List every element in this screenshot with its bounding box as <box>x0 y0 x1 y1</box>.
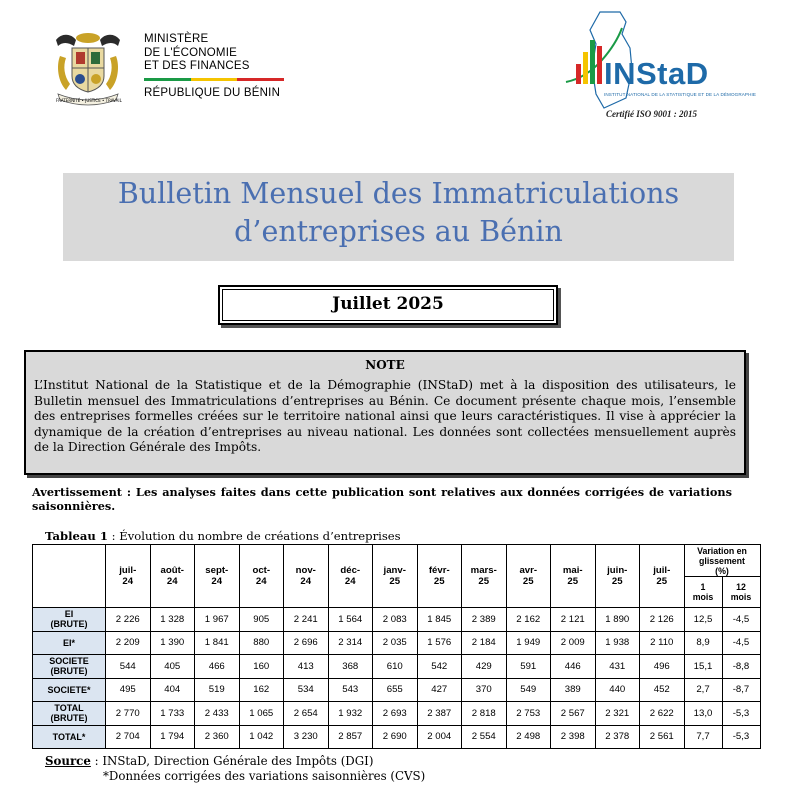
month-header: mai- 25 <box>551 545 596 608</box>
ministry-line-2: DE L'ÉCONOMIE <box>144 46 237 59</box>
table-cell: 591 <box>506 655 551 679</box>
table-cell: 496 <box>640 655 685 679</box>
table-cell: 1 794 <box>150 725 195 749</box>
bulletin-title-box <box>63 173 734 261</box>
table-cell: 404 <box>150 678 195 702</box>
flag-stripe <box>144 78 284 81</box>
table-row <box>33 608 761 632</box>
table-cell: 2 110 <box>640 631 685 655</box>
row-label: SOCIETE* <box>33 678 106 702</box>
table-cell: 2 321 <box>595 702 640 726</box>
table-cell: 446 <box>551 655 596 679</box>
month-header: nov- 24 <box>284 545 329 608</box>
month-label: Juillet 2025 <box>222 289 554 321</box>
month-header: mars- 25 <box>462 545 507 608</box>
table-cell: 466 <box>195 655 240 679</box>
table-cell: 160 <box>239 655 284 679</box>
emblem-motto: FRATERNITÉ • JUSTICE • TRAVAIL <box>56 98 122 103</box>
bulletin-title-line-2: d’entreprises au Bénin <box>234 215 563 248</box>
table-cell: 2 314 <box>328 631 373 655</box>
table-cell: 610 <box>373 655 418 679</box>
table-row <box>33 678 761 702</box>
table-cell: 2 226 <box>106 608 151 632</box>
table-cell: 1 841 <box>195 631 240 655</box>
variation-1-month-cell: 2,7 <box>684 678 722 702</box>
table-cell: 452 <box>640 678 685 702</box>
table-cell: 1 949 <box>506 631 551 655</box>
row-label: TOTAL (BRUTE) <box>33 702 106 726</box>
table-cell: 370 <box>462 678 507 702</box>
table-cell: 1 576 <box>417 631 462 655</box>
table-cell: 2 241 <box>284 608 329 632</box>
table-cell: 1 890 <box>595 608 640 632</box>
flag-yellow-segment <box>191 78 238 81</box>
variation-1-month-cell: 15,1 <box>684 655 722 679</box>
table-cell: 2 770 <box>106 702 151 726</box>
month-box <box>218 285 558 325</box>
table-cell: 431 <box>595 655 640 679</box>
table-cell: 1 065 <box>239 702 284 726</box>
variation-1-month-header: 1 mois <box>684 577 722 608</box>
ministry-line-1: MINISTÈRE <box>144 33 209 45</box>
table-cell: 1 733 <box>150 702 195 726</box>
iso-certification: Certifié ISO 9001 : 2015 <box>606 109 697 119</box>
table-cell: 2 433 <box>195 702 240 726</box>
variation-12-months-header: 12 mois <box>722 577 760 608</box>
variation-1-month-cell: 12,5 <box>684 608 722 632</box>
table-cell: 1 967 <box>195 608 240 632</box>
table-caption-label: Tableau 1 <box>45 529 108 543</box>
variation-12-months-cell: -4,5 <box>722 608 760 632</box>
table-cell: 405 <box>150 655 195 679</box>
table-row <box>33 702 761 726</box>
table-cell: 542 <box>417 655 462 679</box>
table-row <box>33 631 761 655</box>
table-cell: 543 <box>328 678 373 702</box>
table-cell: 2 693 <box>373 702 418 726</box>
source-label: Source <box>45 754 91 768</box>
table-cell: 1 328 <box>150 608 195 632</box>
table-cell: 655 <box>373 678 418 702</box>
month-header: sept- 24 <box>195 545 240 608</box>
table-cell: 2 690 <box>373 725 418 749</box>
month-header: avr- 25 <box>506 545 551 608</box>
table-cell: 2 004 <box>417 725 462 749</box>
table-cell: 2 035 <box>373 631 418 655</box>
table-cell: 413 <box>284 655 329 679</box>
table-cell: 162 <box>239 678 284 702</box>
row-label: EI (BRUTE) <box>33 608 106 632</box>
variation-1-month-cell: 13,0 <box>684 702 722 726</box>
row-label: SOCIETE (BRUTE) <box>33 655 106 679</box>
variation-12-months-cell: -5,3 <box>722 725 760 749</box>
table-cell: 880 <box>239 631 284 655</box>
table-cell: 2 818 <box>462 702 507 726</box>
table-cell: 440 <box>595 678 640 702</box>
table-cell: 1 390 <box>150 631 195 655</box>
note-box <box>24 350 746 475</box>
table-cell: 427 <box>417 678 462 702</box>
note-body: L’Institut National de la Statistique et de la Démographie (INStaD) met à la disposition des utilisateurs, le Bulletin mensuel des Immatriculations d’entreprises au Bénin. Ce document présente chaque mois, l’ensemble des entreprises formelles créées sur le territoire national ainsi que leurs caractéristiques. Il vise à apprécier la dynamique de la création d’entreprises au niveau national. Les données sont collectées mensuellement auprès de la Direction Générale des Impôts. <box>34 378 736 455</box>
table-cell: 2 753 <box>506 702 551 726</box>
variation-12-months-cell: -5,3 <box>722 702 760 726</box>
table-cell: 2 857 <box>328 725 373 749</box>
variation-1-month-cell: 8,9 <box>684 631 722 655</box>
creations-table <box>32 544 761 749</box>
row-label: TOTAL* <box>33 725 106 749</box>
republic-name: RÉPUBLIQUE DU BÉNIN <box>144 87 281 99</box>
table-cell: 2 126 <box>640 608 685 632</box>
table-cell: 2 083 <box>373 608 418 632</box>
table-cell: 2 162 <box>506 608 551 632</box>
table-cell: 1 845 <box>417 608 462 632</box>
month-header: juil- 25 <box>640 545 685 608</box>
table-cell: 519 <box>195 678 240 702</box>
source-text: : INStaD, Direction Générale des Impôts (DGI) <box>90 754 374 768</box>
table-cell: 1 938 <box>595 631 640 655</box>
variation-12-months-cell: -4,5 <box>722 631 760 655</box>
table-cell: 549 <box>506 678 551 702</box>
table-caption-text: : Évolution du nombre de créations d’entreprises <box>107 529 401 543</box>
variation-1-month-cell: 7,7 <box>684 725 722 749</box>
table-row <box>33 725 761 749</box>
ministry-line-3: ET DES FINANCES <box>144 60 250 72</box>
month-header: août- 24 <box>150 545 195 608</box>
flag-green-segment <box>144 78 191 81</box>
table-cell: 2 498 <box>506 725 551 749</box>
table-cell: 905 <box>239 608 284 632</box>
month-header: juil- 24 <box>106 545 151 608</box>
table-cell: 2 121 <box>551 608 596 632</box>
ministry-name <box>144 33 250 74</box>
table-cell: 1 564 <box>328 608 373 632</box>
table-cell: 2 554 <box>462 725 507 749</box>
table-cell: 495 <box>106 678 151 702</box>
source-line <box>45 754 373 769</box>
month-header: oct- 24 <box>239 545 284 608</box>
month-header: janv- 25 <box>373 545 418 608</box>
variation-header: Variation en glissement (%) <box>684 545 760 577</box>
month-header: juin- 25 <box>595 545 640 608</box>
table-cell: 2 360 <box>195 725 240 749</box>
bulletin-title-line-1: Bulletin Mensuel des Immatriculations <box>117 177 680 210</box>
table-cell: 2 209 <box>106 631 151 655</box>
flag-red-segment <box>237 78 284 81</box>
note-title: NOTE <box>365 358 405 372</box>
table-cell: 2 561 <box>640 725 685 749</box>
table-cell: 389 <box>551 678 596 702</box>
table-cell: 2 184 <box>462 631 507 655</box>
table-cell: 3 230 <box>284 725 329 749</box>
table-cell: 2 398 <box>551 725 596 749</box>
table-caption <box>45 529 401 543</box>
instad-wordmark: INStaD <box>604 56 709 91</box>
table-cell: 429 <box>462 655 507 679</box>
table-cell: 2 378 <box>595 725 640 749</box>
table-corner-cell <box>33 545 106 608</box>
month-header: févr- 25 <box>417 545 462 608</box>
table-cell: 534 <box>284 678 329 702</box>
table-cell: 2 704 <box>106 725 151 749</box>
table-cell: 2 389 <box>462 608 507 632</box>
month-header: déc- 24 <box>328 545 373 608</box>
table-cell: 2 387 <box>417 702 462 726</box>
table-cell: 2 696 <box>284 631 329 655</box>
table-cell: 544 <box>106 655 151 679</box>
table-cell: 2 654 <box>284 702 329 726</box>
instad-full-name: INSTITUT NATIONAL DE LA STATISTIQUE ET DE LA DÉMOGRAPHIE <box>604 92 757 97</box>
row-label: EI* <box>33 631 106 655</box>
benin-coat-of-arms-emblem <box>48 26 128 106</box>
variation-12-months-cell: -8,8 <box>722 655 760 679</box>
table-cell: 2 567 <box>551 702 596 726</box>
variation-12-months-cell: -8,7 <box>722 678 760 702</box>
table-cell: 2 009 <box>551 631 596 655</box>
table-cell: 1 932 <box>328 702 373 726</box>
table-row <box>33 655 761 679</box>
table-cell: 368 <box>328 655 373 679</box>
table-cell: 2 622 <box>640 702 685 726</box>
warning-text: Avertissement : Les analyses faites dans cette publication sont relatives aux données corrigées de variations saisonnières. <box>32 485 732 513</box>
table-cell: 1 042 <box>239 725 284 749</box>
cvs-note: *Données corrigées des variations saisonnières (CVS) <box>103 769 426 783</box>
